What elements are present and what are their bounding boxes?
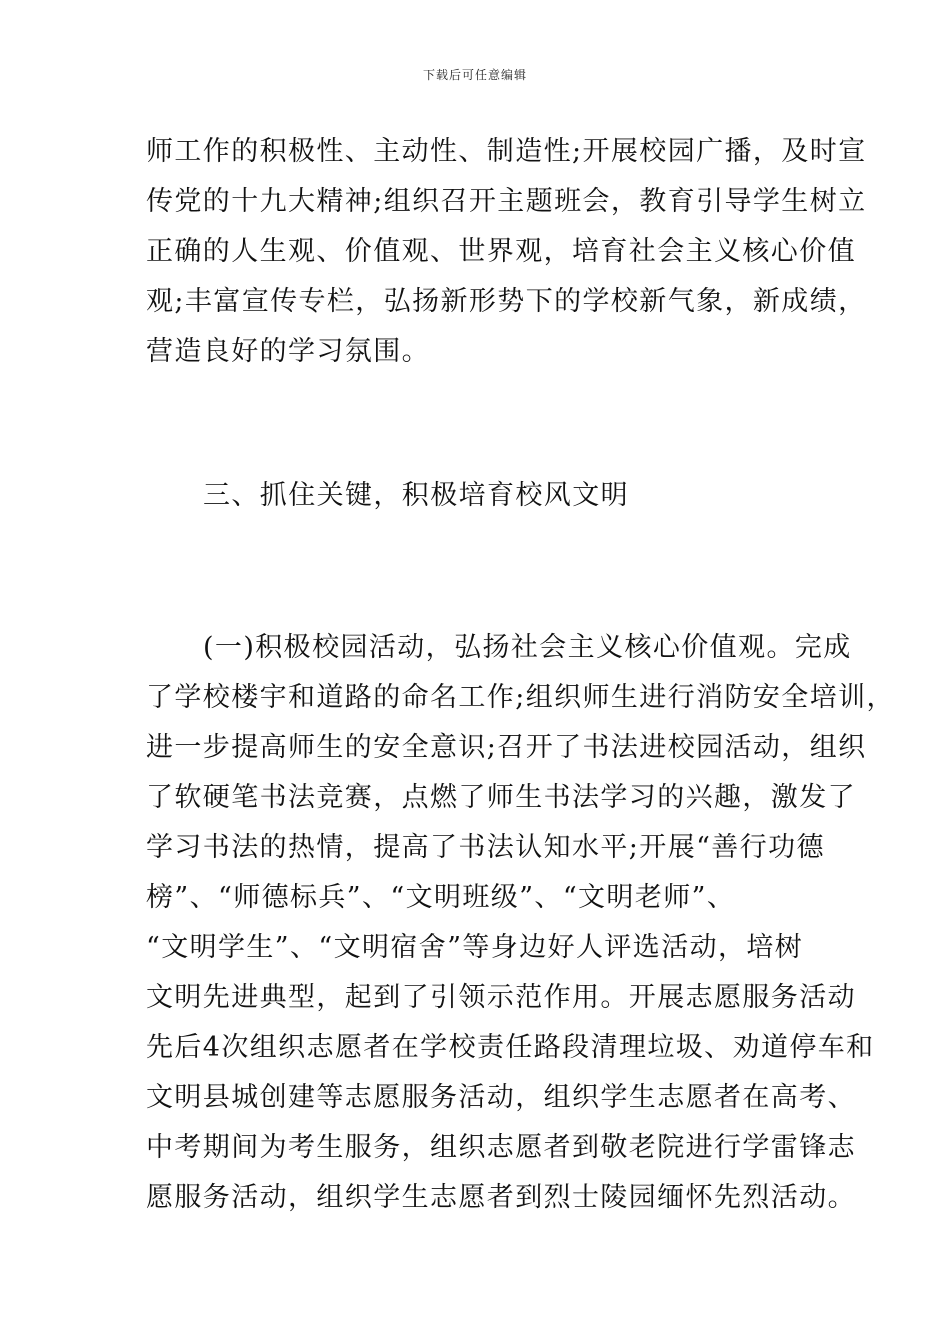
paragraph-2-line: 中考期间为考生服务，组织志愿者到敬老院进行学雷锋志 — [146, 1132, 856, 1163]
paragraph-2-line: 先后4次组织志愿者在学校责任路段清理垃圾、劝道停车和 — [146, 1032, 875, 1063]
paragraph-2-line: 了软硬笔书法竞赛，点燃了师生书法学习的兴趣，激发了 — [146, 782, 856, 813]
paragraph-1-line: 师工作的积极性、主动性、制造性;开展校园广播，及时宣 — [146, 136, 867, 167]
paragraph-2-line: 文明县城创建等志愿服务活动，组织学生志愿者在高考、 — [146, 1082, 856, 1113]
paragraph-2-line: 学习书法的热情，提高了书法认知水平;开展“善行功德 — [146, 832, 825, 863]
paragraph-1-line: 正确的人生观、价值观、世界观，培育社会主义核心价值 — [146, 236, 856, 267]
header-note: 下载后可任意编辑 — [422, 68, 527, 82]
paragraph-1-line: 观;丰富宣传专栏，弘扬新形势下的学校新气象，新成绩， — [146, 286, 867, 317]
paragraph-2-line: 文明先进典型，起到了引领示范作用。开展志愿服务活动 — [146, 982, 856, 1013]
paragraph-2-line: 进一步提高师生的安全意识;召开了书法进校园活动，组织 — [146, 732, 867, 763]
paragraph-2-line: “文明学生”、“文明宿舍”等身边好人评选活动，培树 — [146, 932, 804, 963]
paragraph-1-line: 传党的十九大精神;组织召开主题班会，教育引导学生树立 — [146, 186, 867, 217]
paragraph-2-line: 榜”、“师德标兵”、“文明班级”、“文明老师”、 — [146, 882, 736, 913]
paragraph-2-line: (一)积极校园活动，弘扬社会主义核心价值观。完成 — [203, 632, 852, 663]
paragraph-2-line: 了学校楼宇和道路的命名工作;组织师生进行消防安全培训， — [146, 682, 895, 713]
paragraph-2-line: 愿服务活动，组织学生志愿者到烈士陵园缅怀先烈活动。 — [146, 1182, 856, 1213]
paragraph-1-line: 营造良好的学习氛围。 — [146, 336, 430, 367]
section-heading: 三、抓住关键，积极培育校风文明 — [203, 480, 629, 511]
